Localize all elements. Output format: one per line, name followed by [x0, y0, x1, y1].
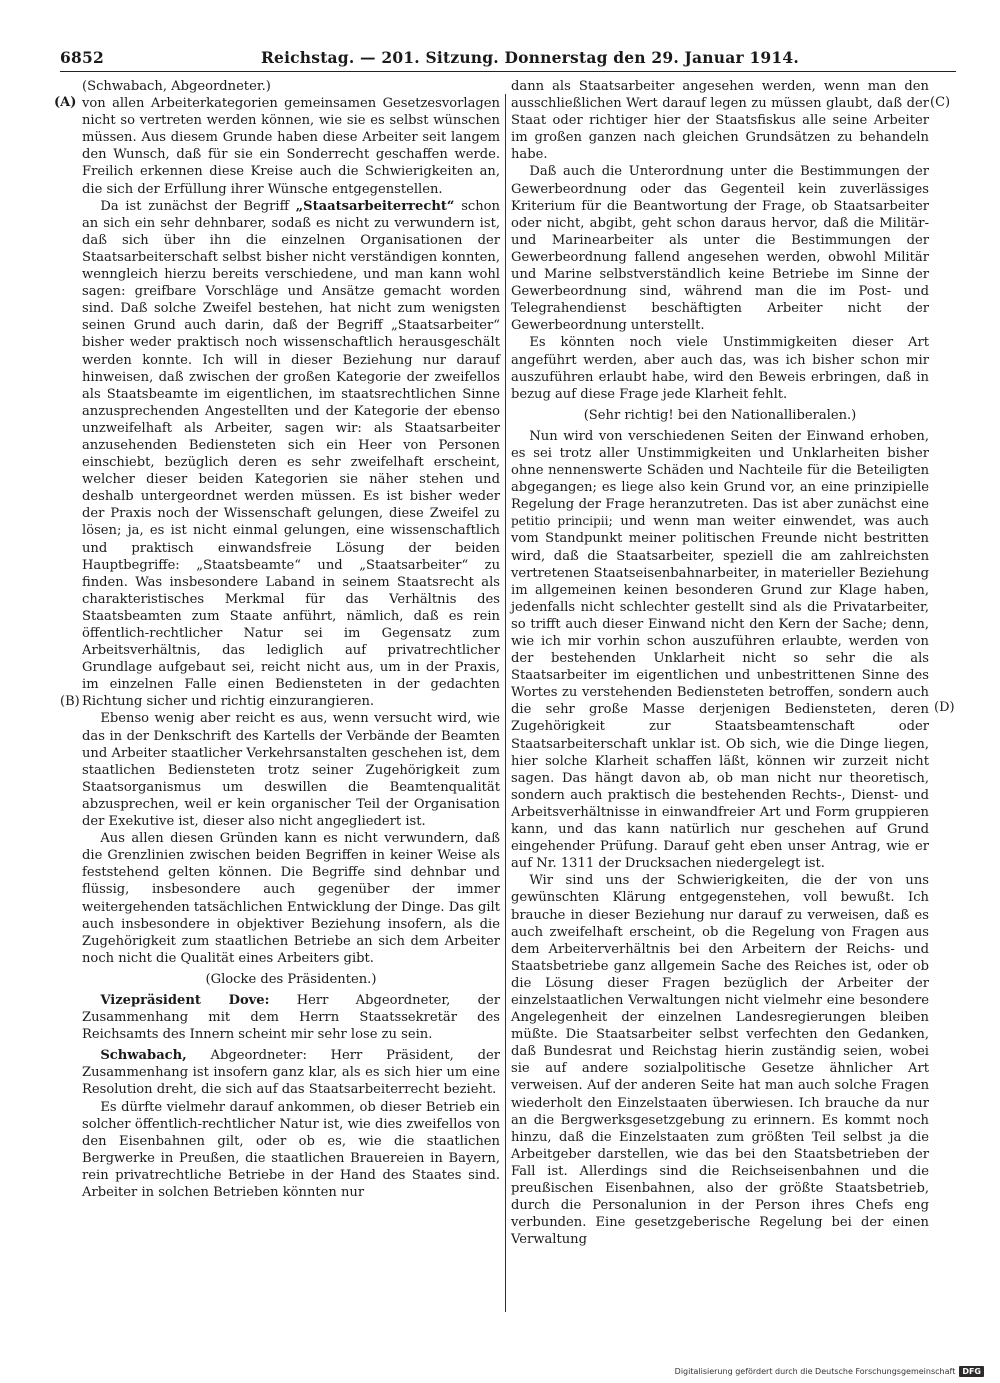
paragraph: [82, 198, 500, 711]
speaker-note: (Schwabach, Abgeordneter.): [82, 79, 271, 94]
left-column: [82, 78, 500, 1201]
page-number: 6852: [60, 48, 104, 67]
text-run: ; und wenn man weiter einwendet, was auch vom Standpunkt meiner politischen Freunde nicht bestritten wird, daß die Staatsarbeiter, speziell die am zahlreichsten vertretenen Staatseisenbahnarbeiter, in materieller Beziehung im allgemeinen keinen besonderen Grund zur Klage haben, jedenfalls nicht schlechter gestellt sind als die Privatarbeiter, so trifft auch dieser Einwand nicht den Kern der Sache; denn, wie ich mir vorhin schon auszuführen erlaubte, werden von der bestehenden Unklarheit nicht so sehr die als Staatsarbeiter im eigentlichen und unbestrittenen Sinne des Wortes zu verstehenden Bediensteten betroffen, sondern auch die sehr große Masse derjenigen Bediensteten, deren Zugehörigkeit zur Staatsbeamtenschaft oder Staatsarbeiterschaft unklar ist. Ob sich, wie die Dinge liegen, hier solche Klarheit schaffen läßt, können wir zurzeit nicht sagen. Das hängt davon ab, ob man nicht nur theoretisch, sondern auch praktisch die bestehenden Rechts-, Dienst- und Arbeitsverhältnisse in einwandfreier Art und Form gruppieren kann, und das kann natürlich nur geschehen auf Grund eingehender Prüfung. Darauf geht eben unser Antrag, wie er auf Nr. 1311 der Drucksachen niedergelegt ist.: [511, 514, 929, 872]
paragraph: Es dürfte vielmehr darauf ankommen, ob dieser Betrieb ein solcher öffentlich-rechtlicher Natur ist, wie dies zweifellos von den Eisenbahnen gilt, oder ob es, wie die staatlichen Bergwerke in Preußen, die staatlichen Brauereien in Bayern, rein privatrechtliche Betriebe in der Hand des Staates sind. Arbeiter in solchen Betrieben könnten nur: [82, 1099, 500, 1200]
text-run: schon an sich ein sehr dehnbarer, sodaß es nicht zu verwundern ist, daß sich über ihn die einzelnen Organisationen der Staatsarbeiterschaft selbst bisher nicht verständigen konnten, wenngleich hierzu bereits verschiedene, und man kann wohl sagen: greifbare Vorschläge und Ansätze gemacht worden sind. Daß solche Zweifel bestehen, hat nicht zum wenigsten seinen Grund auch darin, daß der Begriff „Staatsarbeiter“ bisher weder praktisch noch wissenschaftlich herausgeschält werden konnte. Ich will in dieser Beziehung nur darauf hinweisen, daß zwischen der großen Kategorie der zweifellos als Staatsbeamte im eigentlichen, im staatsrechtlichen Sinne anzusprechenden Angestellten und der Kategorie der ebenso unzweifelhaft als Arbeiter, sagen wir: als Staatsarbeiter anzusehenden Bediensteten sich ein Heer von Personen einschiebt, bezüglich deren es sehr zweifelhaft erscheint, welcher dieser beiden Kategorien sie näher stehen und deshalb untergeordnet werden müssen. Es ist bisher weder der Praxis noch der Wissenschaft gelungen, diese Zweifel zu lösen; ja, es ist nicht einmal gelungen, eine wissenschaftlich und praktisch einwandsfreie Lösung der beiden Hauptbegriffe: „Staatsbeamte“ und „Staatsarbeiter“ zu finden. Was insbesondere Laband in seinem Staatsrecht als charakteristisches Merkmal für das Verhältnis des Staatsbeamten zum Staate anführt, nämlich, daß es rein öffentlich-rechtlicher Natur sei im Gegensatz zum Arbeitsverhältnis, das lediglich auf privatrechtlicher Grundlage aufgebaut sei, reicht nicht aus, um in der Praxis, im einzelnen Falle einen Bediensteten in der gedachten Richtung sicher und richtig einzurangieren.: [82, 198, 500, 710]
stage-direction: (Glocke des Präsidenten.): [205, 971, 377, 987]
speech: [82, 1047, 500, 1098]
emphasized-term: „Staatsarbeiterrecht“: [295, 198, 455, 214]
margin-marker-c: (C): [930, 95, 951, 110]
margin-marker-d: (D): [934, 700, 955, 715]
margin-marker-b: (B): [60, 694, 80, 709]
header-rule: [60, 71, 956, 72]
stage-direction: (Sehr richtig! bei den Nationalliberalen.): [583, 407, 857, 423]
page-header: [60, 48, 956, 70]
text-run: Abgeordneter: Herr Präsident, der Zusammenhang ist insofern ganz klar, als es sich hier um eine Resolution dreht, die sich auf das Staatsarbeiterrecht bezieht.: [82, 1048, 500, 1098]
paragraph: Daß auch die Unterordnung unter die Bestimmungen der Gewerbeordnung oder das Gegenteil kein zuverlässiges Kriterium für die Beantwortung der Frage, ob Staatsarbeiter oder nicht, abgibt, geht schon daraus hervor, daß die Militär- und Marinearbeiter als unter die Bestimmungen der Gewerbeordnung fallend angesehen werden, obwohl Militär und Marine selbstverständlich keine Betriebe im Sinne der Gewerbeordnung sind, während man die im Post- und Telegrahendienst beschäftigten Arbeiter nicht der Gewerbeordnung unterstellt.: [511, 164, 929, 334]
paragraph: dann als Staatsarbeiter angesehen werden, wenn man den ausschließlichen Wert darauf legen zu müssen glaubt, daß der Staat oder richtiger hier der Staatsfiskus alle seine Arbeiter im großen ganzen nach gleichen Grundsätzen zu behandeln habe.: [511, 79, 929, 163]
footer-text: Digitalisierung gefördert durch die Deutsche Forschungsgemeinschaft: [674, 1367, 956, 1376]
dfg-logo-icon: DFG: [959, 1366, 984, 1377]
paragraph: Es könnten noch viele Unstimmigkeiten dieser Art angeführt werden, aber auch das, was ich bisher schon mir auszuführen erlaubt habe, wird den Beweis erbringen, daß in bezug auf diese Frage jede Klarheit fehlt.: [511, 335, 929, 402]
footer: [675, 1366, 984, 1377]
speaker-name: Schwabach,: [100, 1048, 187, 1064]
speech: [82, 992, 500, 1043]
text-run: Da ist zunächst der Begriff: [100, 198, 296, 214]
paragraph: Wir sind uns der Schwierigkeiten, die der von uns gewünschten Klärung entgegenstehen, voll bewußt. Ich brauche in dieser Beziehung nur darauf zu verweisen, daß es auch zweifelhaft erscheint, ob die Regelung von Fragen aus dem Arbeiterverhältnis bei den Arbeitern der Reichs- und Staatsbetriebe ganz allgemein Sache des Reiches ist, oder ob die Lösung dieser Fragen bezüglich der Arbeiter der einzelstaatlichen Verwaltungen nicht vielmehr eine besondere Angelegenheit der einzelnen Landesregierungen bleiben müßte. Die Staatsarbeiter selbst verfechten den Gedanken, daß Bundesrat und Reichstag hierin zuständig seien, wobei sie auf andere sozialpolitische Gesetze ähnlicher Art verweisen. Auf der anderen Seite hat man auch solche Fragen wiederholt den Einzelstaaten überwiesen. Ich brauche da nur an die Bergwerksgesetzgebung zu erinnern. Es kommt noch hinzu, daß die Einzelstaaten zum größten Teil selbst ja die Arbeitgeber darstellen, wie das bei den Staatsbetrieben der Fall ist. Allerdings sind die Reichseisenbahnen und die preußischen Eisenbahnen, also der größte Staatsbetrieb, durch die Personalunion in der Person ihres Chefs eng verbunden. Eine gesetzgeberische Regelung bei der einen Verwaltung: [511, 873, 929, 1248]
text-run: Herr Abgeordneter, der Zusammenhang mit dem Herrn Staatssekretär des Reichsamts des Innern scheint mir sehr lose zu sein.: [82, 992, 501, 1043]
paragraph: Aus allen diesen Gründen kann es nicht verwundern, daß die Grenzlinien zwischen beiden Begriffen in keiner Weise als feststehend gelten können. Die Begriffe sind dehnbar und flüssig, insbesondere auch gegenüber der immer weitergehenden tatsächlichen Entwicklung der Dinge. Das gilt auch insbesondere in objektiver Beziehung insofern, als die Zugehörigkeit zum staatlichen Betriebe an sich dem Arbeiter noch nicht die Qualität eines Arbeiters gibt.: [82, 831, 500, 966]
speaker-name: Vizepräsident Dove:: [100, 992, 270, 1008]
header-title: Reichstag. — 201. Sitzung. Donnerstag den 29. Januar 1914.: [260, 48, 799, 67]
latin-phrase: petitio principii: [511, 514, 609, 529]
margin-marker-a: (A): [54, 95, 77, 110]
paragraph: von allen Arbeiterkategorien gemeinsamen Gesetzesvorlagen nicht so vertreten werden können, wie sie es selbst wünschen müssen. Aus diesem Grunde haben diese Arbeiter seit langem den Wunsch, daß für sie ein Sonderrecht geschaffen werde. Freilich erkennen diese Kreise auch die Schwierigkeiten an, die sich der Erfüllung ihrer Wünsche entgegenstellen.: [82, 96, 500, 197]
text-run: Nun wird von verschiedenen Seiten der Einwand erhoben, es sei trotz aller Unstimmigkeiten und Unklarheiten bisher ohne nennenswerte Schäden und Nachteile für die Beteiligten abgegangen; es liege also kein Grund vor, an eine prinzipielle Regelung der Frage heranzutreten. Das ist aber zunächst eine: [511, 428, 929, 513]
paragraph: [511, 428, 929, 872]
right-column: [511, 78, 929, 1248]
paragraph: Ebenso wenig aber reicht es aus, wenn versucht wird, wie das in der Denkschrift des Kartells der Verbände der Beamten und Arbeiter staatlicher Verkehrsanstalten geschehen ist, dem staatlichen Bediensteten trotz seiner Zugehörigkeit zum Staatsorganismus um deswillen die Beamtenqualität abzusprechen, weil er kein organischer Teil der Organisation der Exekutive ist, dieser also nicht angegliedert ist.: [82, 711, 500, 830]
column-divider: [505, 94, 506, 1312]
